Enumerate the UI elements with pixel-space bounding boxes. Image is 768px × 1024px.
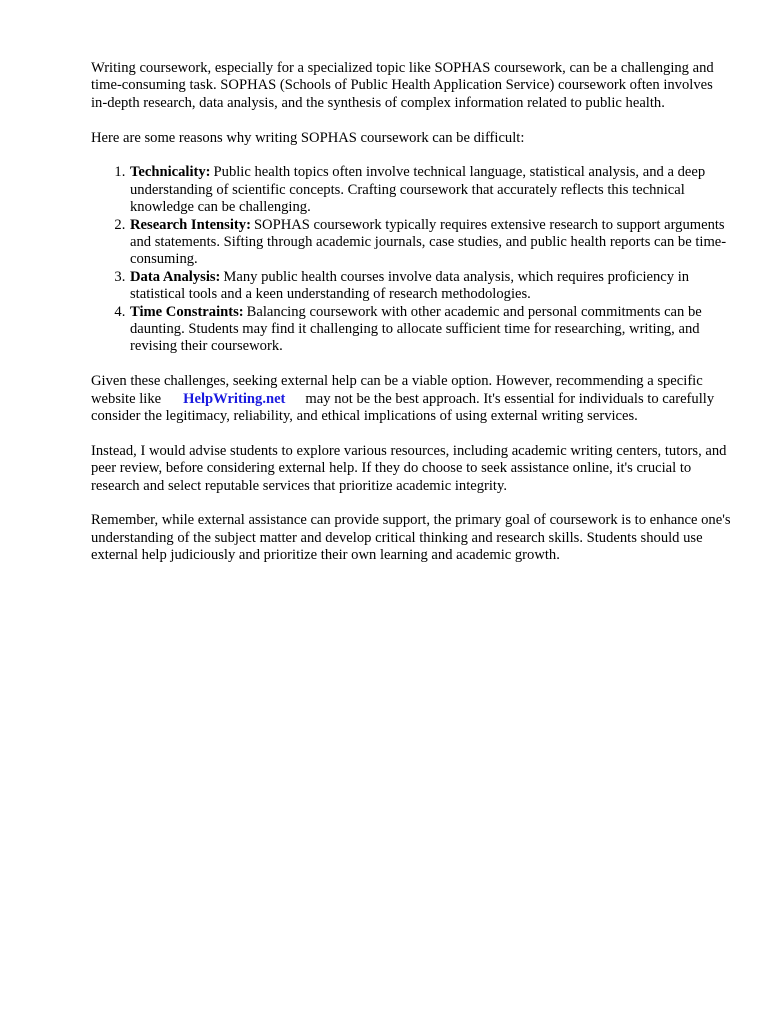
list-item-term: Technicality: xyxy=(130,164,211,181)
reasons-list xyxy=(91,164,731,355)
document-page xyxy=(91,60,731,582)
list-item-text: Many public health courses involve data analysis, which requires proficiency in statistical tools and a keen understanding of research methodologies. xyxy=(130,268,690,303)
list-item-term: Research Intensity: xyxy=(130,216,251,233)
list-item xyxy=(129,164,731,216)
challenges-paragraph xyxy=(91,373,731,425)
list-item-text: Balancing coursework with other academic and personal commitments can be daunting. Students may find it challenging to allocate sufficient time for researching, writing, and revising their coursework. xyxy=(130,303,702,355)
advice-paragraph: Instead, I would advise students to explore various resources, including academic writing centers, tutors, and peer review, before considering external help. If they do choose to seek assistance online, it's crucial to research and select reputable services that prioritize academic integrity. xyxy=(91,442,727,494)
list-item xyxy=(129,217,731,269)
helpwriting-link[interactable]: HelpWriting.net xyxy=(183,390,286,407)
list-item xyxy=(129,304,731,356)
list-item-text: Public health topics often involve technical language, statistical analysis, and a deep understanding of scientific concepts. Crafting coursework that accurately reflects this technical knowledge can be challenging. xyxy=(130,164,706,216)
list-item-text: SOPHAS coursework typically requires extensive research to support arguments and statements. Sifting through academic journals, case studies, and public health reports can be time-consuming. xyxy=(130,216,727,268)
reasons-lead-paragraph: Here are some reasons why writing SOPHAS coursework can be difficult: xyxy=(91,129,525,146)
list-item xyxy=(129,269,731,304)
list-item-term: Time Constraints: xyxy=(130,303,244,320)
challenges-text-before: Given these challenges, seeking external help can be a viable option. However, recommending a specific website like xyxy=(91,373,703,407)
list-item-term: Data Analysis: xyxy=(130,268,221,285)
challenges-text-after: may not be the best approach. It's essential for individuals to carefully consider the legitimacy, reliability, and ethical implications of using external writing services. xyxy=(91,390,715,425)
intro-paragraph: Writing coursework, especially for a specialized topic like SOPHAS coursework, can be a challenging and time-consuming task. SOPHAS (Schools of Public Health Application Service) coursework often involves in-depth research, data analysis, and the synthesis of complex information related to public health. xyxy=(91,60,714,111)
closing-paragraph: Remember, while external assistance can provide support, the primary goal of coursework is to enhance one's understanding of the subject matter and develop critical thinking and research skills. Students should use external help judiciously and prioritize their own learning and academic growth. xyxy=(91,512,731,564)
